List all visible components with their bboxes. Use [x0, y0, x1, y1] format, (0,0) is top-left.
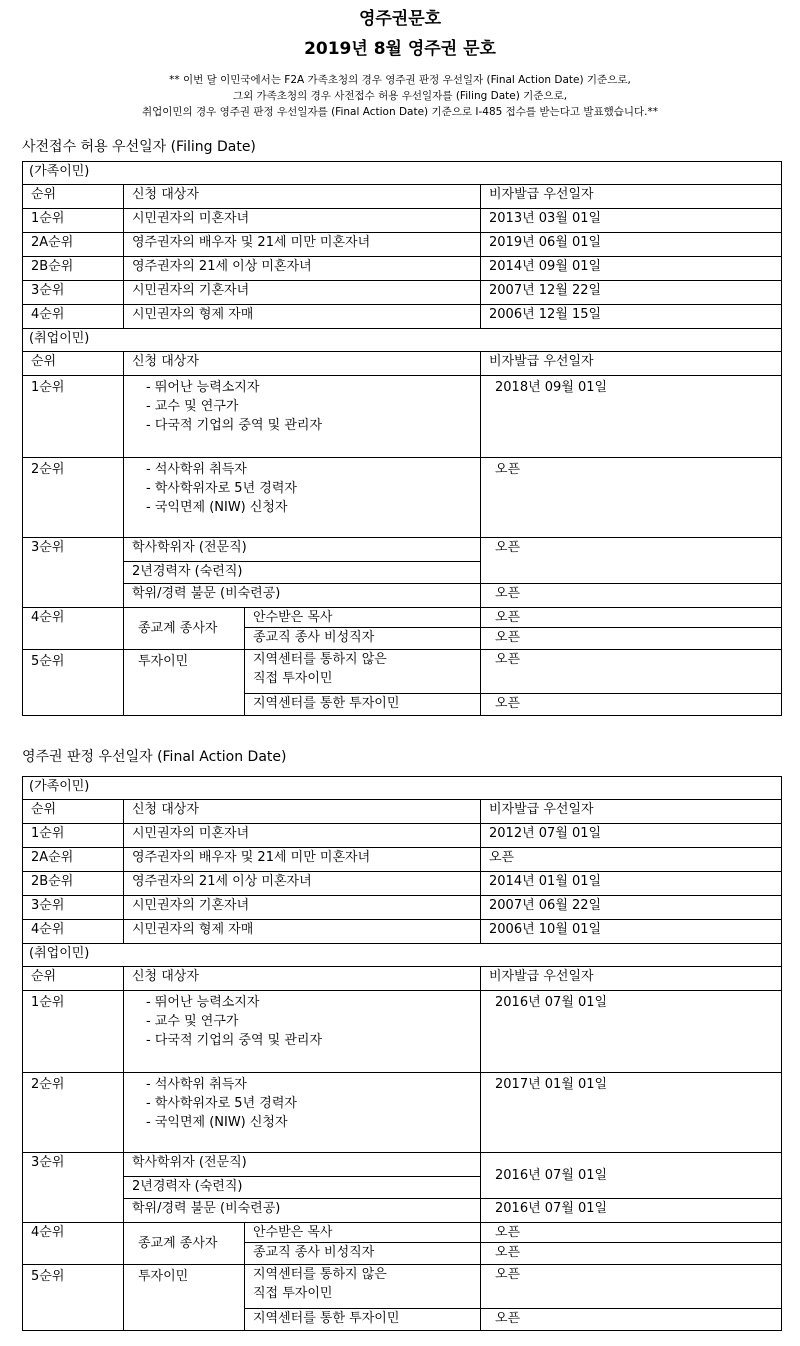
- final-section-title: 영주권 판정 우선일자 (Final Action Date): [22, 749, 287, 765]
- date-cell: [481, 1223, 782, 1243]
- table-row: [23, 650, 782, 694]
- target-cell: 시민권자의 기혼자녀: [124, 896, 481, 920]
- date-value: 2016년 07월 01일: [495, 995, 608, 1010]
- list-item: - 교수 및 연구가: [146, 399, 239, 414]
- date-cell: [481, 538, 782, 584]
- table-row: [23, 209, 782, 233]
- date-cell: 2014년 01월 01일: [481, 872, 782, 896]
- target-cell: 영주권자의 배우자 및 21세 미만 미혼자녀: [124, 848, 481, 872]
- date-value: 오픈: [495, 1245, 521, 1260]
- notice-line-3: 취업이민의 경우 영주권 판정 우선일자를 (Final Action Date) 기준으로 I-485 접수를 받는다고 발표했습니다.**: [141, 106, 659, 118]
- table-row: [23, 1265, 782, 1309]
- target-cell: 시민권자의 기혼자녀: [124, 281, 481, 305]
- list-item: - 석사학위 취득자: [146, 462, 247, 477]
- date-cell: 2006년 10월 01일: [481, 920, 782, 944]
- target-cell: 영주권자의 배우자 및 21세 미만 미혼자녀: [124, 233, 481, 257]
- list-item: - 다국적 기업의 중역 및 관리자: [146, 1033, 323, 1048]
- date-cell: [481, 991, 782, 1073]
- target-cell: 영주권자의 21세 이상 미혼자녀: [124, 872, 481, 896]
- table-row: [23, 257, 782, 281]
- header-target: 신청 대상자: [124, 185, 481, 209]
- target-cell: [124, 1073, 481, 1153]
- date-cell: [481, 1243, 782, 1265]
- date-cell: [481, 458, 782, 538]
- list-item: - 국익면제 (NIW) 신청자: [146, 1115, 288, 1130]
- date-value: 오픈: [495, 540, 521, 555]
- target-cell: [124, 991, 481, 1073]
- table-row: [23, 584, 782, 608]
- header-rank: 순위: [23, 352, 124, 376]
- header-date: 비자발급 우선일자: [481, 800, 782, 824]
- list-item: - 학사학위자로 5년 경력자: [146, 481, 297, 496]
- date-value: 2016년 07월 01일: [495, 1168, 608, 1183]
- target-cell: 학위/경력 불문 (비숙련공): [124, 1199, 481, 1223]
- date-cell: [481, 1153, 782, 1199]
- target-line: 지역센터를 통하지 않은: [253, 652, 387, 667]
- table-row: [23, 305, 782, 329]
- final-action-table: [22, 776, 782, 1331]
- header-date: 비자발급 우선일자: [481, 352, 782, 376]
- date-cell: 2007년 12월 22일: [481, 281, 782, 305]
- rank-cell: 4순위: [23, 920, 124, 944]
- target-cell: 시민권자의 미혼자녀: [124, 824, 481, 848]
- date-value: 2016년 07월 01일: [495, 1201, 608, 1216]
- target-cell: 2년경력자 (숙련직): [124, 1177, 481, 1199]
- date-cell: 2014년 09월 01일: [481, 257, 782, 281]
- list-item: - 국익면제 (NIW) 신청자: [146, 500, 288, 515]
- list-item: - 교수 및 연구가: [146, 1014, 239, 1029]
- header-target: 신청 대상자: [124, 352, 481, 376]
- filing-date-table: [22, 161, 782, 716]
- rank-cell: 3순위: [23, 281, 124, 305]
- date-cell: [481, 1199, 782, 1223]
- rank-cell: 2순위: [23, 458, 124, 538]
- date-cell: [481, 1265, 782, 1309]
- date-value: 2017년 01월 01일: [495, 1077, 608, 1092]
- date-value: 오픈: [495, 1225, 521, 1240]
- rank-cell: 2A순위: [23, 848, 124, 872]
- group-cell: 종교계 종사자: [124, 1223, 245, 1265]
- table-row: [23, 376, 782, 458]
- employment-group-label: (취업이민): [23, 944, 782, 967]
- date-cell: 오픈: [481, 848, 782, 872]
- date-cell: [481, 584, 782, 608]
- header-target: 신청 대상자: [124, 967, 481, 991]
- target-cell: [124, 458, 481, 538]
- rank-cell: 1순위: [23, 991, 124, 1073]
- date-value: 오픈: [495, 610, 521, 625]
- header-target: 신청 대상자: [124, 800, 481, 824]
- target-line: 직접 투자이민: [253, 671, 333, 686]
- target-cell: 안수받은 목사: [245, 1223, 481, 1243]
- date-value: 오픈: [495, 630, 521, 645]
- rank-cell: 3순위: [23, 538, 124, 608]
- group-cell: 종교계 종사자: [124, 608, 245, 650]
- target-cell: 학위/경력 불문 (비숙련공): [124, 584, 481, 608]
- table-row: [23, 1199, 782, 1223]
- table-row: [23, 458, 782, 538]
- date-cell: 2013년 03월 01일: [481, 209, 782, 233]
- table-row: [23, 538, 782, 562]
- rank-cell: 4순위: [23, 608, 124, 650]
- target-cell: 학사학위자 (전문직): [124, 538, 481, 562]
- rank-cell: 1순위: [23, 376, 124, 458]
- date-cell: [481, 1073, 782, 1153]
- notice-line-2: 그외 가족초청의 경우 사전접수 허용 우선일자를 (Filing Date) 기준으로,: [232, 90, 568, 102]
- list-item: - 뛰어난 능력소지자: [146, 995, 260, 1010]
- target-cell: 시민권자의 형제 자매: [124, 305, 481, 329]
- table-row: [23, 1223, 782, 1243]
- date-value: 오픈: [495, 652, 521, 667]
- list-item: - 학사학위자로 5년 경력자: [146, 1096, 297, 1111]
- rank-cell: 3순위: [23, 896, 124, 920]
- table-row: [23, 824, 782, 848]
- notice-line-1: ** 이번 달 이민국에서는 F2A 가족초청의 경우 영주권 판정 우선일자 (Final Action Date) 기준으로,: [169, 74, 631, 86]
- date-cell: 2007년 06월 22일: [481, 896, 782, 920]
- date-cell: 2012년 07월 01일: [481, 824, 782, 848]
- target-cell: 종교직 종사 비성직자: [245, 1243, 481, 1265]
- date-cell: [481, 650, 782, 694]
- target-cell: 지역센터를 통한 투자이민: [245, 694, 481, 716]
- employment-group-label: (취업이민): [23, 329, 782, 352]
- date-value: 오픈: [495, 696, 521, 711]
- target-cell: [245, 650, 481, 694]
- date-cell: [481, 694, 782, 716]
- target-line: 지역센터를 통하지 않은: [253, 1267, 387, 1282]
- list-item: - 다국적 기업의 중역 및 관리자: [146, 418, 323, 433]
- group-cell: 투자이민: [124, 650, 245, 716]
- date-cell: [481, 608, 782, 628]
- target-cell: 안수받은 목사: [245, 608, 481, 628]
- rank-cell: 3순위: [23, 1153, 124, 1223]
- list-item: - 뛰어난 능력소지자: [146, 380, 260, 395]
- date-value: 오픈: [495, 1267, 521, 1282]
- table-row: [23, 281, 782, 305]
- rank-cell: 4순위: [23, 305, 124, 329]
- header-rank: 순위: [23, 967, 124, 991]
- table-row: [23, 848, 782, 872]
- rank-cell: 2A순위: [23, 233, 124, 257]
- rank-cell: 2B순위: [23, 872, 124, 896]
- rank-cell: 5순위: [23, 1265, 124, 1331]
- family-group-label: (가족이민): [23, 777, 782, 800]
- date-value: 오픈: [495, 462, 521, 477]
- family-group-label: (가족이민): [23, 162, 782, 185]
- date-cell: 2006년 12월 15일: [481, 305, 782, 329]
- target-cell: [245, 1265, 481, 1309]
- filing-section-title: 사전접수 허용 우선일자 (Filing Date): [22, 139, 256, 155]
- header-rank: 순위: [23, 800, 124, 824]
- table-row: [23, 233, 782, 257]
- table-row: [23, 608, 782, 628]
- target-cell: 종교직 종사 비성직자: [245, 628, 481, 650]
- rank-cell: 5순위: [23, 650, 124, 716]
- list-item: - 석사학위 취득자: [146, 1077, 247, 1092]
- date-value: 2018년 09월 01일: [495, 380, 608, 395]
- rank-cell: 2B순위: [23, 257, 124, 281]
- header-rank: 순위: [23, 185, 124, 209]
- target-cell: 시민권자의 미혼자녀: [124, 209, 481, 233]
- date-cell: 2019년 06월 01일: [481, 233, 782, 257]
- rank-cell: 1순위: [23, 824, 124, 848]
- target-cell: 2년경력자 (숙련직): [124, 562, 481, 584]
- date-cell: [481, 1309, 782, 1331]
- date-cell: [481, 376, 782, 458]
- table-row: [23, 991, 782, 1073]
- rank-cell: 2순위: [23, 1073, 124, 1153]
- target-cell: 지역센터를 통한 투자이민: [245, 1309, 481, 1331]
- target-cell: 영주권자의 21세 이상 미혼자녀: [124, 257, 481, 281]
- target-cell: 학사학위자 (전문직): [124, 1153, 481, 1177]
- group-cell: 투자이민: [124, 1265, 245, 1331]
- date-cell: [481, 628, 782, 650]
- date-value: 오픈: [495, 1311, 521, 1326]
- target-line: 직접 투자이민: [253, 1286, 333, 1301]
- page-title: 영주권문호: [358, 9, 442, 29]
- table-row: [23, 896, 782, 920]
- table-row: [23, 920, 782, 944]
- header-date: 비자발급 우선일자: [481, 967, 782, 991]
- date-value: 오픈: [495, 586, 521, 601]
- header-date: 비자발급 우선일자: [481, 185, 782, 209]
- table-row: [23, 1073, 782, 1153]
- rank-cell: 1순위: [23, 209, 124, 233]
- page-subtitle: 2019년 8월 영주권 문호: [304, 39, 496, 59]
- target-cell: 시민권자의 형제 자매: [124, 920, 481, 944]
- rank-cell: 4순위: [23, 1223, 124, 1265]
- table-row: [23, 872, 782, 896]
- table-row: [23, 1153, 782, 1177]
- target-cell: [124, 376, 481, 458]
